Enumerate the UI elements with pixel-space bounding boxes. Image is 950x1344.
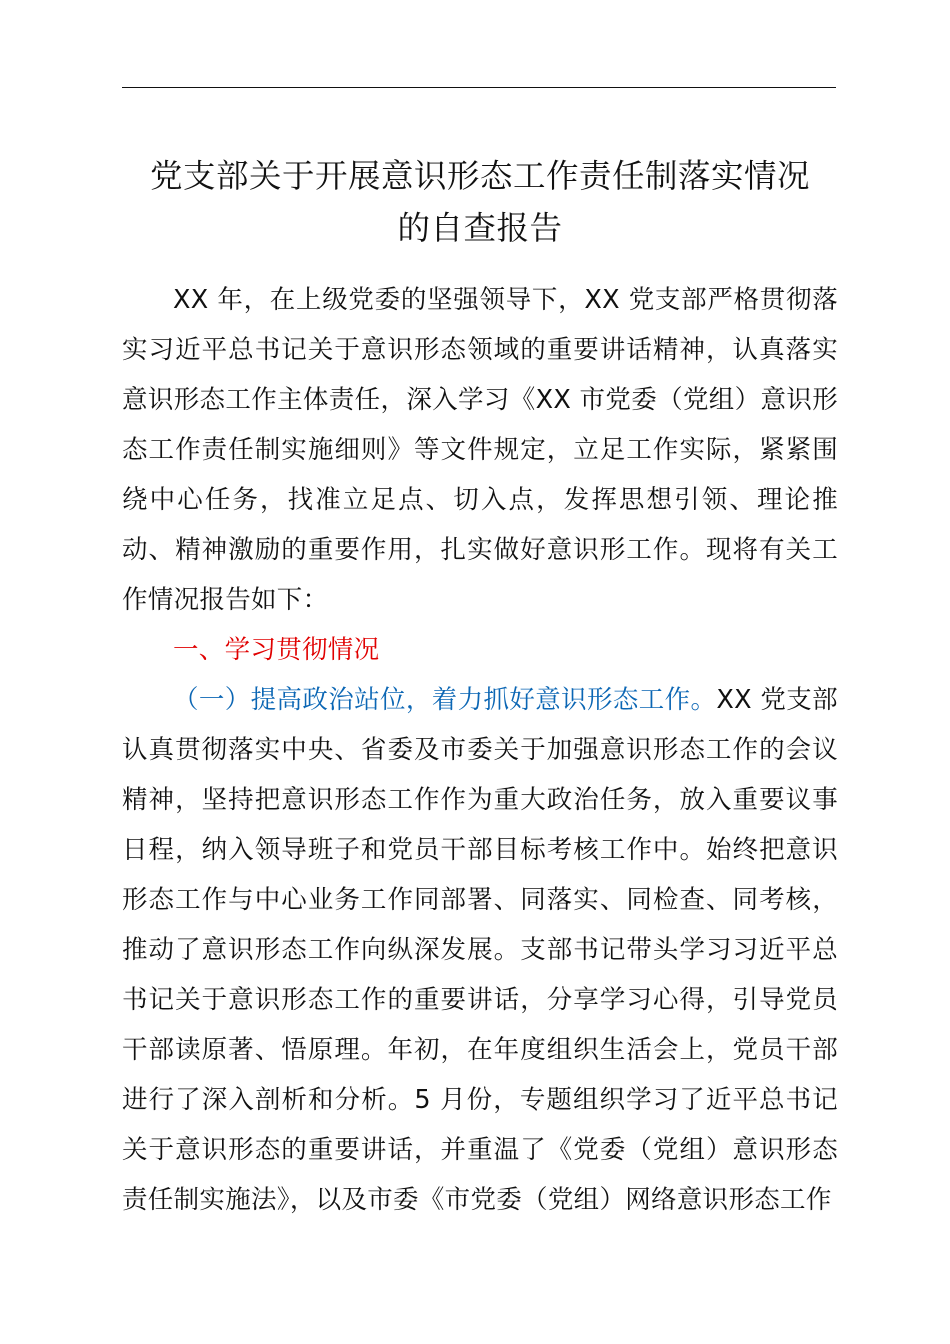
subsection-paragraph-1 xyxy=(122,675,838,1225)
subsection-heading-1: （一）提高政治站位，着力抓好意识形态工作。 xyxy=(173,685,717,715)
title-line-2: 的自查报告 xyxy=(397,209,563,247)
title-line-1: 党支部关于开展意识形态工作责任制落实情况 xyxy=(149,157,810,195)
document-title xyxy=(110,150,850,254)
document-body xyxy=(122,275,838,1225)
subsection-text-1: XX 党支部认真贯彻落实中央、省委及市委关于加强意识形态工作的会议精神，坚持把意识形态工作作为重大政治任务，放入重要议事日程，纳入领导班子和党员干部目标考核工作中。始终把意识形态工作与中心业务工作同部署、同落实、同检查、同考核，推动了意识形态工作向纵深发展。支部书记带头学习习近平总书记关于意识形态工作的重要讲话，分享学习心得，引导党员干部读原著、悟原理。年初，在年度组织生活会上，党员干部进行了深入剖析和分析。5 月份，专题组织学习了近平总书记关于意识形态的重要讲话，并重温了《党委（党组）意识形态责任制实施法》，以及市委《市党委（党组）网络意识形态工作 xyxy=(122,685,838,1215)
intro-paragraph: XX 年，在上级党委的坚强领导下，XX 党支部严格贯彻落实习近平总书记关于意识形态领域的重要讲话精神，认真落实意识形态工作主体责任，深入学习《XX 市党委（党组）意识形态工作责任制实施细则》等文件规定，立足工作实际，紧紧围绕中心任务，找准立足点、切入点，发挥思想引领、理论推动、精神激励的重要作用，扎实做好意识形工作。现将有关工作情况报告如下： xyxy=(122,285,838,615)
header-rule xyxy=(122,87,836,88)
section-heading-1: 一、学习贯彻情况 xyxy=(173,635,380,665)
